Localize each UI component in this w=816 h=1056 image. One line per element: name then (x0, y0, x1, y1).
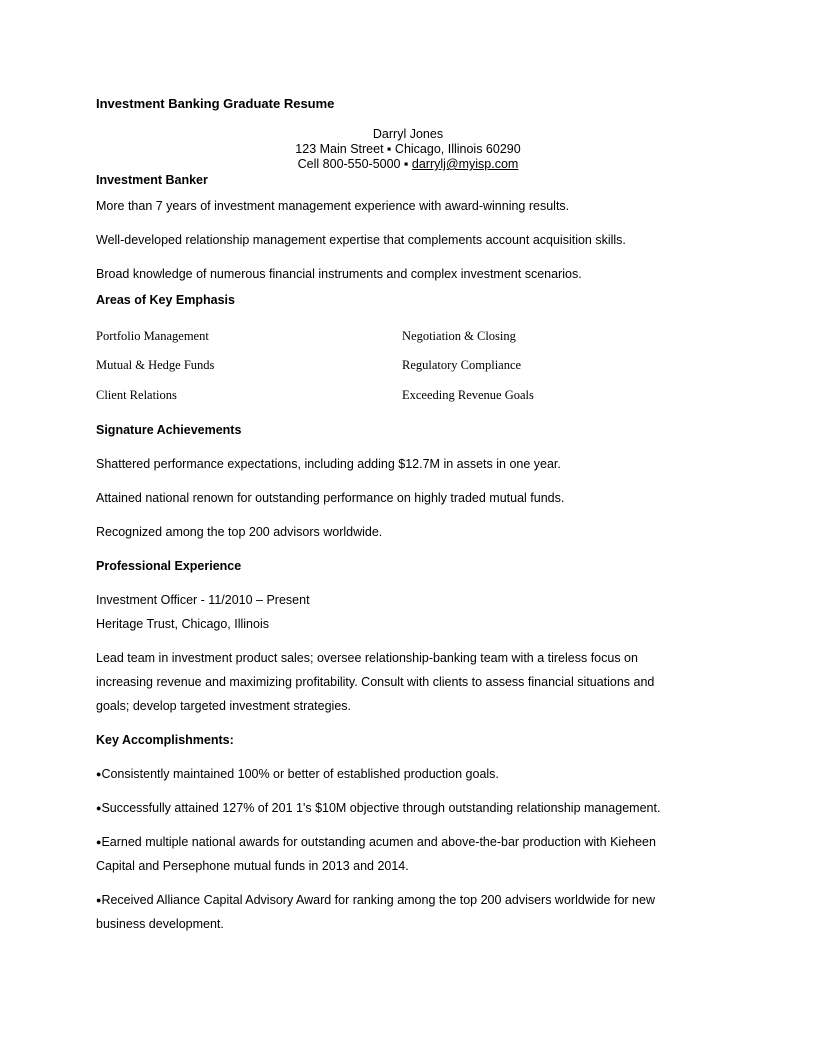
employer: Heritage Trust, Chicago, Illinois (96, 617, 269, 631)
contact-email-link[interactable]: darrylj@myisp.com (411, 157, 519, 171)
job-description-line: Lead team in investment product sales; oversee relationship-banking team with a tireless focus on (96, 651, 638, 665)
contact-phone-email (260, 157, 556, 172)
accomplishment-continuation: Capital and Persephone mutual funds in 2013 and 2014. (96, 859, 409, 873)
achievement-item: Attained national renown for outstanding performance on highly traded mutual funds. (96, 491, 565, 505)
emphasis-item: Portfolio Management (96, 329, 209, 343)
emphasis-item: Regulatory Compliance (402, 358, 522, 372)
summary-line: Well-developed relationship management expertise that complements account acquisition skills. (96, 233, 626, 247)
contact-name: Darryl Jones (372, 127, 444, 141)
bullet-icon: ● (96, 803, 102, 813)
summary-line: More than 7 years of investment management experience with award-winning results. (96, 199, 570, 213)
accomplishments-heading: Key Accomplishments: (96, 733, 234, 747)
job-description-line: increasing revenue and maximizing profitability. Consult with clients to assess financial situations and (96, 675, 655, 689)
contact-phone: Cell 800-550-5000 ▪ (297, 157, 412, 171)
bullet-icon: ● (96, 895, 102, 905)
bullet-icon: ● (96, 837, 102, 847)
accomplishment-item: ●Earned multiple national awards for outstanding acumen and above-the-bar production with Kieheen (96, 835, 656, 849)
accomplishment-item: ●Consistently maintained 100% or better of established production goals. (96, 767, 499, 781)
achievements-heading: Signature Achievements (96, 423, 242, 437)
summary-line: Broad knowledge of numerous financial instruments and complex investment scenarios. (96, 267, 582, 281)
emphasis-item: Mutual & Hedge Funds (96, 358, 215, 372)
achievement-item: Recognized among the top 200 advisors worldwide. (96, 525, 383, 539)
emphasis-item: Exceeding Revenue Goals (402, 388, 534, 402)
emphasis-heading: Areas of Key Emphasis (96, 293, 235, 307)
emphasis-item: Negotiation & Closing (402, 329, 516, 343)
accomplishment-continuation: business development. (96, 917, 224, 931)
job-title: Investment Officer - 11/2010 – Present (96, 593, 310, 607)
emphasis-item: Client Relations (96, 388, 177, 402)
accomplishment-item: ●Received Alliance Capital Advisory Award for ranking among the top 200 advisers worldwide for new (96, 893, 655, 907)
bullet-icon: ● (96, 769, 102, 779)
experience-heading: Professional Experience (96, 559, 242, 573)
document-title: Investment Banking Graduate Resume (96, 96, 335, 111)
accomplishment-item: ●Successfully attained 127% of 201 1's $10M objective through outstanding relationship management. (96, 801, 661, 815)
headline: Investment Banker (96, 173, 208, 187)
job-description-line: goals; develop targeted investment strategies. (96, 699, 352, 713)
achievement-item: Shattered performance expectations, including adding $12.7M in assets in one year. (96, 457, 561, 471)
contact-address: 123 Main Street ▪ Chicago, Illinois 60290 (295, 142, 521, 156)
